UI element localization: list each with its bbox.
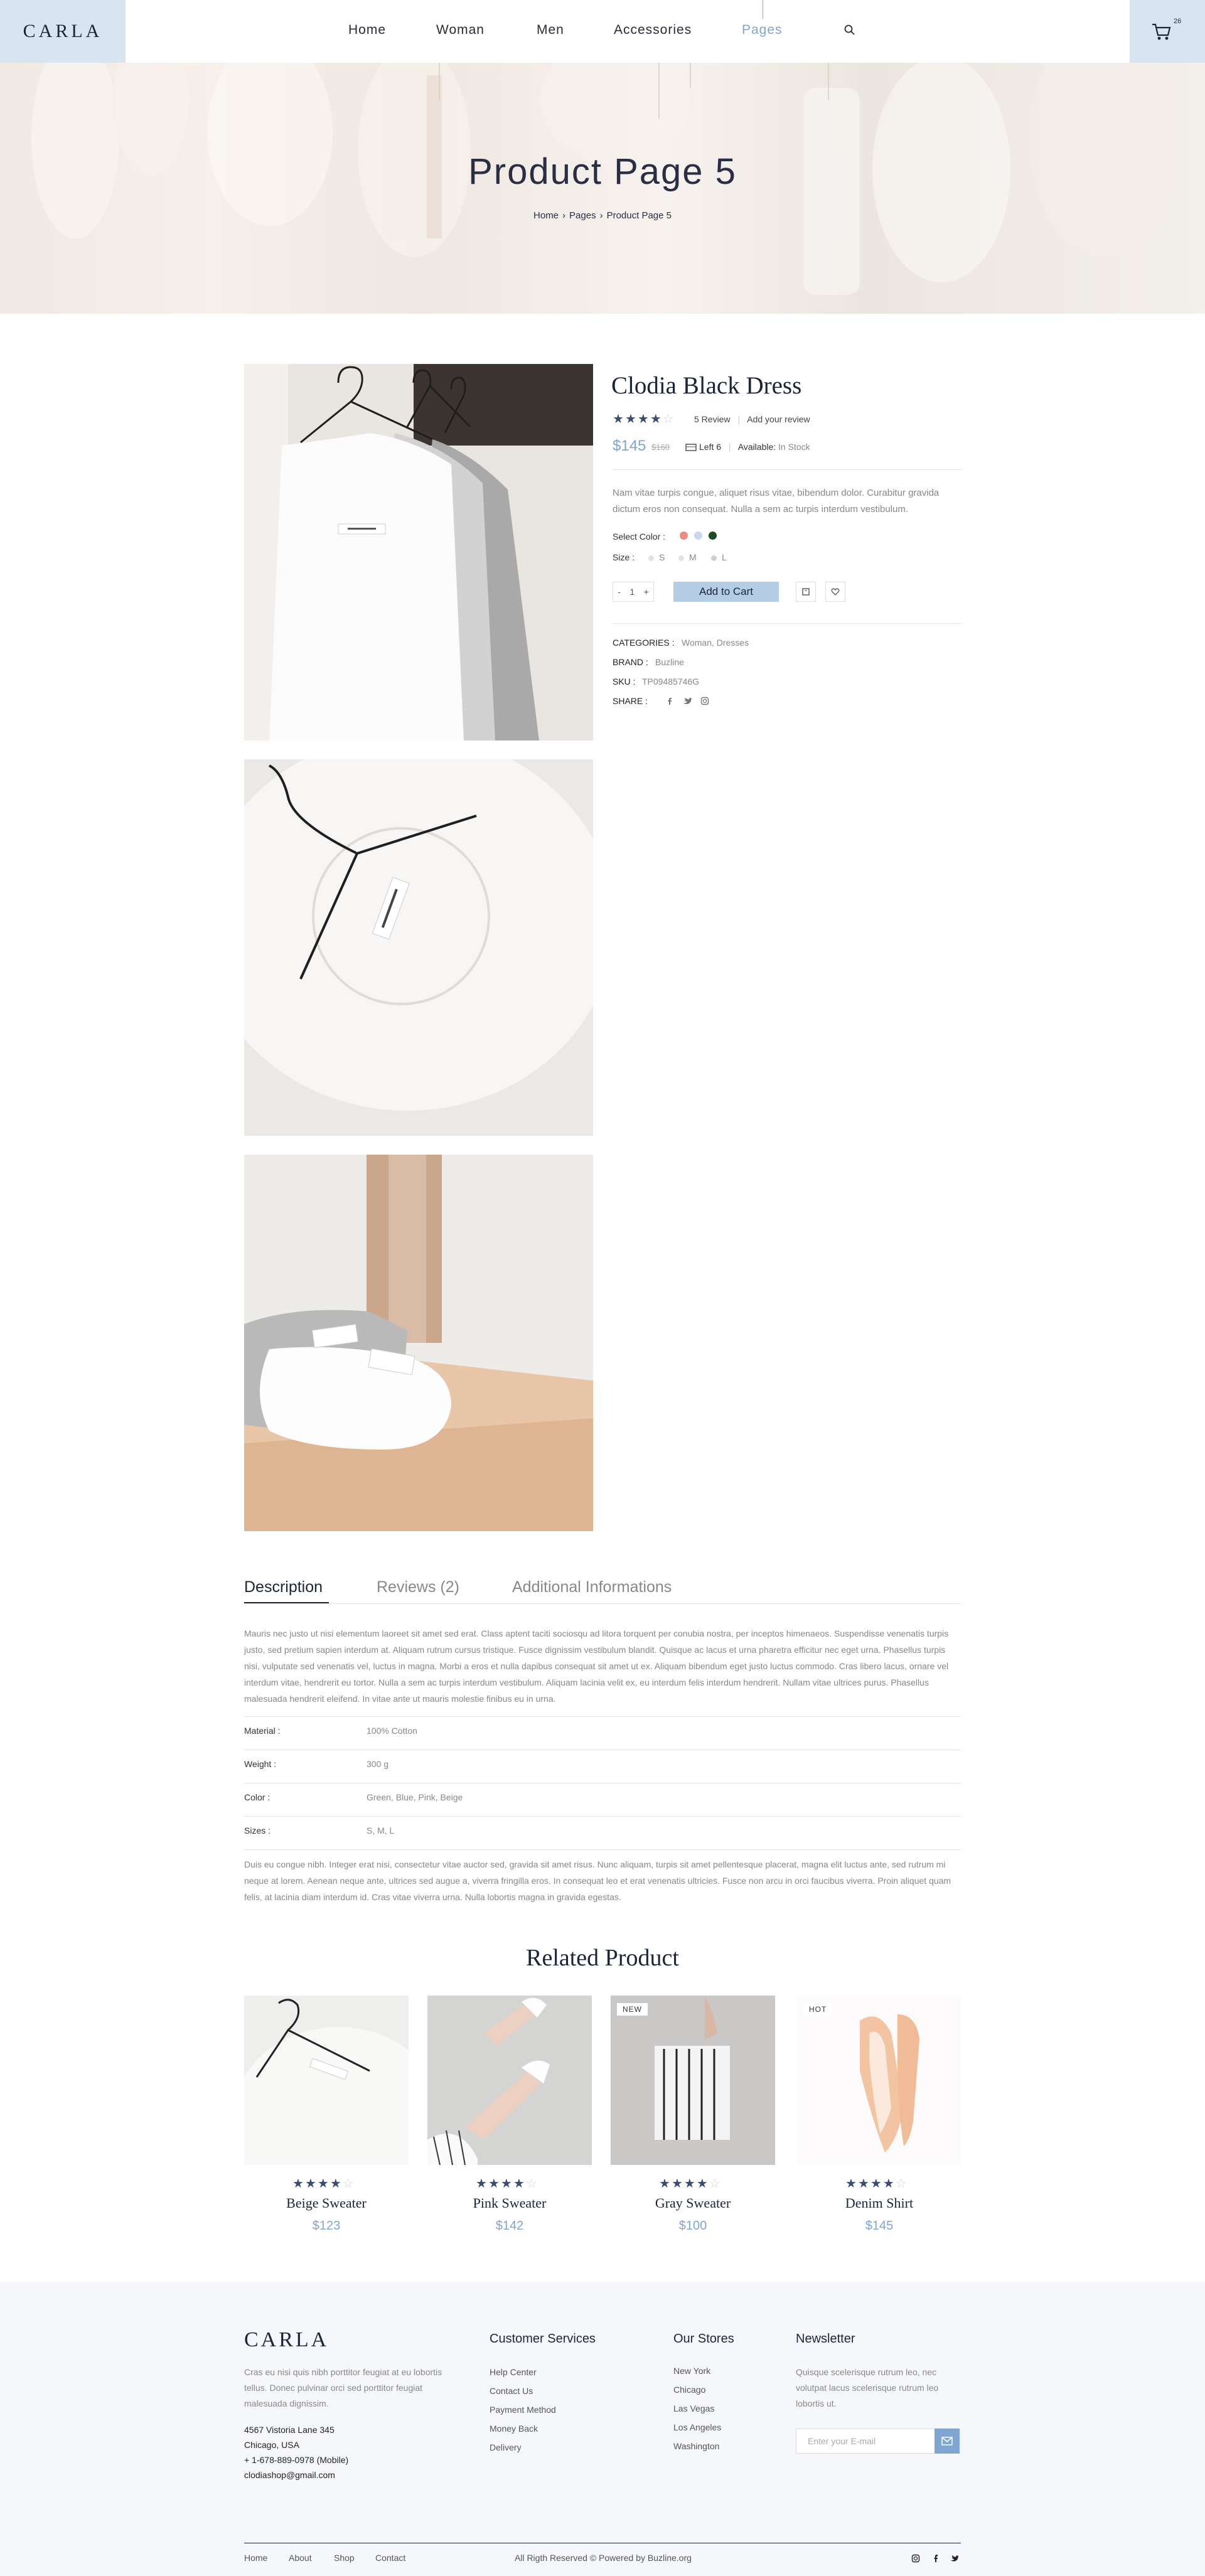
search-icon[interactable] bbox=[844, 24, 856, 36]
newsletter-email-input[interactable]: Enter your E-mail bbox=[796, 2429, 935, 2454]
related-product-name[interactable]: Gray Sweater bbox=[655, 2195, 731, 2211]
info-value-sizes: S, M, L bbox=[367, 1825, 395, 1836]
main-nav bbox=[0, 0, 1205, 63]
info-label-material: Material : bbox=[244, 1726, 281, 1736]
star-empty-icon: ☆ bbox=[662, 412, 675, 426]
categories-label: CATEGORIES : bbox=[613, 638, 675, 648]
page-title: Product Page 5 bbox=[468, 151, 737, 192]
divider bbox=[244, 1716, 961, 1717]
info-value-weight: 300 g bbox=[367, 1759, 389, 1769]
star-half-icon: ★ bbox=[650, 412, 663, 426]
envelope-icon bbox=[941, 2437, 953, 2445]
qty-value[interactable]: 1 bbox=[629, 587, 635, 597]
wishlist-button[interactable] bbox=[825, 582, 845, 602]
related-product-image[interactable] bbox=[427, 1996, 592, 2165]
sku-label: SKU : bbox=[613, 676, 636, 687]
related-product-name[interactable]: Beige Sweater bbox=[286, 2195, 367, 2211]
add-to-cart-button[interactable]: Add to Cart bbox=[673, 582, 779, 602]
hot-badge: HOT bbox=[803, 2003, 832, 2016]
info-value-material: 100% Cotton bbox=[367, 1726, 417, 1736]
related-product-image[interactable] bbox=[797, 1996, 961, 2165]
instagram-icon[interactable] bbox=[700, 697, 709, 705]
nav-home[interactable]: Home bbox=[348, 23, 387, 37]
logo-text: CARLA bbox=[23, 21, 103, 41]
nav-woman[interactable]: Woman bbox=[436, 23, 485, 37]
tab-description[interactable]: Description bbox=[244, 1578, 323, 1596]
product-short-description: Nam vitae turpis congue, aliquet risus vitae, bibendum dolor. Curabitur gravida dictum eros non consequat. Nulla a sem ac turpis interdum vestibulum. bbox=[613, 488, 940, 515]
footer-store-link[interactable]: Las Vegas bbox=[673, 2403, 715, 2413]
new-badge: NEW bbox=[617, 2003, 648, 2016]
color-swatch-pink[interactable] bbox=[680, 532, 688, 540]
footer-store-link[interactable]: New York bbox=[673, 2366, 711, 2376]
info-value-color: Green, Blue, Pink, Beige bbox=[367, 1792, 463, 1802]
breadcrumb-home[interactable]: Home bbox=[533, 210, 559, 221]
nav-pages[interactable]: Pages bbox=[742, 23, 783, 37]
footer-address-line-1: 4567 Vistoria Lane 345 bbox=[244, 2425, 335, 2435]
box-icon bbox=[685, 444, 697, 451]
related-product-price: $100 bbox=[678, 2219, 707, 2233]
product-old-price: $160 bbox=[651, 442, 670, 452]
facebook-icon[interactable] bbox=[931, 2554, 940, 2563]
footer-store-link[interactable]: Los Angeles bbox=[673, 2422, 722, 2432]
tab-additional-informations[interactable]: Additional Informations bbox=[512, 1578, 672, 1596]
facebook-icon[interactable] bbox=[665, 697, 674, 705]
heart-icon bbox=[831, 587, 840, 596]
footer-address-line-2: Chicago, USA bbox=[244, 2440, 299, 2450]
product-image-3[interactable] bbox=[244, 1155, 593, 1531]
product-image-1[interactable] bbox=[244, 364, 593, 740]
size-option-s[interactable]: S bbox=[648, 552, 665, 562]
related-section-title: Related Product bbox=[526, 1945, 679, 1971]
categories-value[interactable]: Woman, Dresses bbox=[682, 638, 749, 648]
related-product-name[interactable]: Denim Shirt bbox=[845, 2195, 914, 2211]
footer-store-link[interactable]: Chicago bbox=[673, 2385, 706, 2395]
related-product-image[interactable] bbox=[244, 1996, 409, 2165]
cart-icon bbox=[1151, 21, 1172, 43]
description-paragraph-2: Duis eu congue nibh. Integer erat nisi, consectetur vitae auctor sed, gravida sit amet risus. Nunc aliquam, turpis sit amet pellentesque placerat, magna elit luctus ante, sed rutrum mi neque at lorem. Aenean neque ante, ultrices sed augue a, viverra fringilla eros. In consequat leo et erat venenatis ultricies. Fusce non arcu in orci faucibus viverra. Proin aliquet quam felis, at lacinia diam interdum id. Cras vitae viverra urna. Nulla lobortis magna in gravida egestas. bbox=[244, 1859, 951, 1902]
info-label-sizes: Sizes : bbox=[244, 1825, 271, 1836]
footer-bottom-link-shop[interactable]: Shop bbox=[334, 2553, 355, 2563]
footer-copyright: All Rigth Reserved © Powered by Buzline.org bbox=[515, 2553, 692, 2563]
size-option-m[interactable]: M bbox=[678, 552, 697, 562]
related-product-price: $142 bbox=[495, 2219, 524, 2233]
brand-value[interactable]: Buzline bbox=[655, 657, 684, 667]
footer-phone: + 1-678-889-0978 (Mobile) bbox=[244, 2455, 349, 2465]
site-footer bbox=[0, 2282, 1205, 2576]
twitter-icon[interactable] bbox=[950, 2554, 959, 2563]
available-label: Available: bbox=[737, 442, 776, 452]
available-value: In Stock bbox=[778, 442, 810, 452]
page-hero bbox=[0, 63, 1205, 314]
breadcrumb-current: Product Page 5 bbox=[606, 210, 672, 221]
quantity-stepper[interactable] bbox=[613, 582, 654, 602]
sku-value: TP09485746G bbox=[642, 676, 700, 687]
footer-bottom-link-contact[interactable]: Contact bbox=[375, 2553, 406, 2563]
related-rating-stars: ★★★★☆ bbox=[292, 2177, 355, 2191]
size-option-l[interactable]: L bbox=[711, 552, 727, 562]
footer-store-link[interactable]: Washington bbox=[673, 2441, 720, 2451]
product-title: Clodia Black Dress bbox=[611, 372, 802, 399]
footer-bottom-link-about[interactable]: About bbox=[289, 2553, 312, 2563]
footer-stores-title: Our Stores bbox=[673, 2332, 734, 2346]
info-label-weight: Weight : bbox=[244, 1759, 277, 1769]
star-icon: ★ bbox=[613, 412, 625, 426]
related-product-price: $145 bbox=[865, 2219, 894, 2233]
instagram-icon[interactable] bbox=[911, 2554, 920, 2563]
related-rating-stars: ★★★★☆ bbox=[845, 2177, 908, 2191]
divider bbox=[613, 623, 961, 624]
star-icon: ★ bbox=[624, 412, 638, 426]
size-label: Size : bbox=[613, 552, 635, 562]
twitter-icon[interactable] bbox=[683, 697, 692, 705]
compare-icon bbox=[801, 587, 810, 596]
site-header bbox=[0, 0, 1205, 63]
color-swatch-green[interactable] bbox=[709, 532, 717, 540]
cart-count-badge: 26 bbox=[1174, 18, 1182, 25]
star-icon: ★ bbox=[637, 412, 650, 426]
footer-newsletter-text: Quisque scelerisque rutrum leo, nec volutpat lacus scelerisque rutrum leo lobortis ut. bbox=[796, 2367, 939, 2408]
color-swatch-blue[interactable] bbox=[694, 532, 702, 540]
breadcrumb: Home › Pages › Product Page 5 bbox=[533, 210, 672, 221]
select-color-label: Select Color : bbox=[613, 532, 666, 542]
tab-reviews[interactable]: Reviews (2) bbox=[377, 1578, 459, 1596]
add-review-link[interactable]: Add your review bbox=[747, 414, 810, 424]
stock-left: Left 6 bbox=[699, 442, 722, 452]
stock-info: Left 6 | Available: In Stock bbox=[685, 442, 810, 452]
footer-link[interactable]: Contact Us bbox=[490, 2386, 533, 2396]
footer-logo[interactable]: CARLA bbox=[244, 2328, 329, 2351]
footer-newsletter-title: Newsletter bbox=[796, 2332, 855, 2346]
footer-customer-services-title: Customer Services bbox=[490, 2332, 596, 2346]
qty-minus-button[interactable]: - bbox=[618, 587, 621, 597]
related-rating-stars: ★★★★☆ bbox=[659, 2177, 722, 2191]
divider bbox=[244, 1849, 961, 1850]
footer-link[interactable]: Delivery bbox=[490, 2442, 522, 2452]
product-rating-stars bbox=[613, 411, 675, 427]
newsletter-submit-button[interactable] bbox=[935, 2429, 960, 2454]
divider bbox=[613, 469, 961, 470]
divider bbox=[244, 1816, 961, 1817]
related-product-image[interactable] bbox=[611, 1996, 775, 2165]
tabs-divider bbox=[244, 1603, 961, 1604]
review-links: 5 Review | Add your review bbox=[694, 414, 810, 424]
share-label: SHARE : bbox=[613, 696, 648, 706]
qty-plus-button[interactable]: + bbox=[643, 587, 649, 597]
footer-email[interactable]: clodiashop@gmail.com bbox=[244, 2470, 335, 2480]
breadcrumb-pages[interactable]: Pages bbox=[569, 210, 596, 221]
footer-about-text: Cras eu nisi quis nibh porttitor feugiat at eu lobortis tellus. Donec pulvinar orci sed porttitor feugiat malesuada dignissim. bbox=[244, 2367, 442, 2408]
nav-men[interactable]: Men bbox=[537, 23, 564, 37]
description-paragraph-1: Mauris nec justo ut nisi elementum laoreet sit amet sed erat. Class aptent taciti sociosqu ad litora torquent per conubia nostra, per inceptos himenaeos. Suspendisse venenatis turpis justo, sed pretium sapien interdum at. Aliquam rutrum cursus tristique. Fusce dignissim vestibulum blandit. Quisque ac lacus et urna pharetra efficitur nec eget urna. Phasellus turpis nisi, vulputate sed venenatis vel, luctus in magna. Morbi a eros et nulla dapibus consequat sit amet ut ex. Aliquam bibendum eget justo luctus commodo. Cras libero lacus, ornare vel interdum vitae, hendrerit eu tortor. Nulla a sem ac turpis interdum vestibulum. Aliquam lacinia velit ex, eu interdum felis interdum hendrerit. Nullam vitae ultrices purus. Phasellus malesuada hendrerit eleifend. In vitae ante ut mauris molestie finibus eu in urna. bbox=[244, 1628, 949, 1704]
footer-link[interactable]: Payment Method bbox=[490, 2405, 556, 2415]
nav-accessories[interactable]: Accessories bbox=[614, 23, 692, 37]
compare-button[interactable] bbox=[796, 582, 816, 602]
footer-link[interactable]: Help Center bbox=[490, 2367, 537, 2377]
related-product-name[interactable]: Pink Sweater bbox=[473, 2195, 547, 2211]
related-rating-stars: ★★★★☆ bbox=[476, 2177, 538, 2191]
product-image-2[interactable] bbox=[244, 759, 593, 1136]
review-count-link[interactable]: 5 Review bbox=[694, 414, 731, 424]
related-product-price: $123 bbox=[312, 2219, 341, 2233]
brand-label: BRAND : bbox=[613, 657, 648, 667]
cart-button[interactable] bbox=[1130, 0, 1205, 63]
info-label-color: Color : bbox=[244, 1792, 270, 1802]
product-price: $145 bbox=[613, 437, 646, 454]
footer-link[interactable]: Money Back bbox=[490, 2424, 538, 2434]
footer-bottom-link-home[interactable]: Home bbox=[244, 2553, 268, 2563]
